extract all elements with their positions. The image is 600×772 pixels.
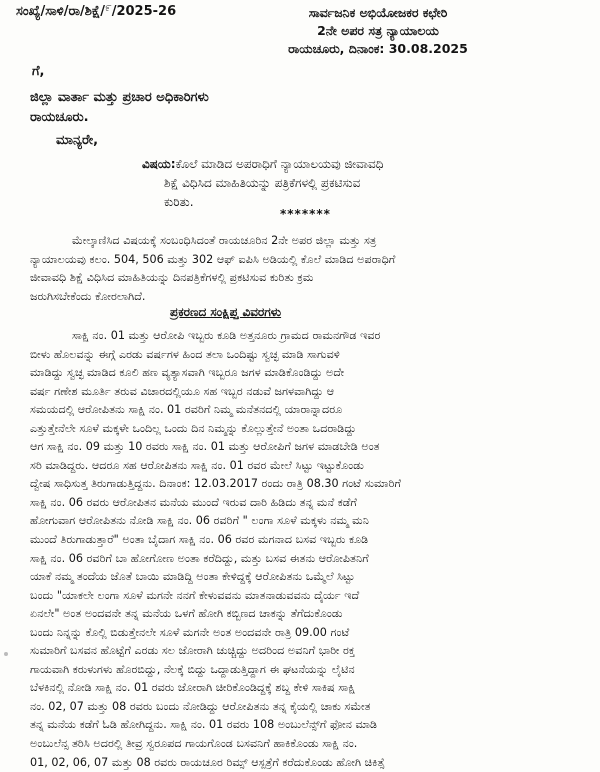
reference-number	[16, 0, 177, 19]
subject-line-2: ಶಿಕ್ಷೆ ವಿಧಿಸಿದ ಮಾಹಿತಿಯನ್ನು ಪತ್ರಿಕೆಗಳಲ್ಲಿ ಪ್ರಕಟಿಸುವ	[164, 176, 361, 190]
place-date: ರಾಯಚೂರು, ದಿನಾಂಕ: 30.08.2025	[288, 41, 468, 56]
ref-prefix: ಸಂಖ್ಯೆ/ಸಾಳಿ/ರಾ/ಶಿಕ್ಷೆ/	[16, 4, 105, 19]
body-line: ದ್ವೇಷ ಸಾಧಿಸುತ್ತ ತಿರುಗಾಡುತ್ತಿದ್ದನು. ದಿನಾಂಕ: 12.03.2017 ರಂದು ರಾತ್ರಿ 08.30 ಗಂಟೆ ಸುಮಾರಿಗೆ	[30, 477, 402, 491]
body-line: ಏನಲೇ" ಅಂತ ಅಂದವನೇ ತನ್ನ ಮನೆಯ ಒಳಗೆ ಹೋಗಿ ಕಬ್ಬಿಣದ ಚಾಕನ್ನು ತೆಗೆದುಕೊಂಡು	[30, 607, 343, 621]
body-line: ಸಾಕ್ಷಿ ನಂ. 06 ರವರಿಗೆ ಬಾ ಹೋಗೋಣ ಅಂತಾ ಕರೆದಿದ್ದು, ಮತ್ತು ಬಸವ ಈತನು ಆರೋಪಿತನಿಗೆ	[30, 551, 369, 565]
body-line: ಸಾಕ್ಷಿ ನಂ. 01 ಮತ್ತು ಆರೋಪಿ ಇಬ್ಬರು ಕೂಡಿ ಅತ್ತನೂರು ಗ್ರಾಮದ ರಾಮನಗೌಡ ಇವರ	[72, 329, 381, 342]
salutation: ಮಾನ್ಯರೇ,	[56, 133, 99, 148]
body-line: ಸರಿ ಮಾಡಿದ್ದರು. ಆದರೂ ಸಹ ಆರೋಪಿತನು ಸಾಕ್ಷಿ ನಂ. 01 ರವರ ಮೇಲೆ ಸಿಟ್ಟು ಇಟ್ಟುಕೊಂಡು	[30, 458, 364, 472]
body-line: ಮುಂದೆ ತಿರುಗಾಡುತ್ತಾರೆ" ಅಂತಾ ಬೈದಾಗ ಸಾಕ್ಷಿ ನಂ. 06 ರವರ ಮಗನಾದ ಬಸವ ಇಬ್ಬರು ಕೂಡಿ	[30, 533, 369, 547]
office-header	[258, 4, 498, 58]
body-line: ಸುಮಾರಿಗೆ ಬಸವನ ಹೊಟ್ಟೆಗೆ ಎರಡು ಸಲ ಜೋರಾಗಿ ಚುಚ್ಚಿದ್ದು ಅದರಿಂದ ಅವನಿಗೆ ಭಾರೀ ರಕ್ತ	[30, 644, 355, 658]
ref-suffix: /2025-26	[111, 4, 177, 19]
body-line: 01, 02, 06, 07 ಮತ್ತು 08 ರವರು ರಾಯಚೂರ ರಿಮ್ಸ್ ಆಸ್ಪತ್ರೆಗೆ ಕರೆದುಕೊಂಡು ಹೋಗಿ ಚಿಕಿತ್ಸೆ	[30, 755, 385, 769]
body-line: ಸಮಯದಲ್ಲಿ ಆರೋಪಿತನು ಸಾಕ್ಷಿ ನಂ. 01 ರವರಿಗೆ ನಿಮ್ಮ ಮನೆತನದಲ್ಲಿ ಯಾರಾನ್ನಾದರೂ	[30, 403, 343, 417]
body-line: ಬೆಳಕಿನಲ್ಲಿ ನೋಡಿ ಸಾಕ್ಷಿ ನಂ. 01 ರವರು ಜೋರಾಗಿ ಚೀರಿಕೊಂಡಿದ್ದಕ್ಕೆ ಶಬ್ದ ಕೇಳಿ ಸಾಕಿಷ ಸಾಕ್ಷಿ	[30, 681, 356, 695]
body-line: ಎತ್ತುತ್ತೇನೆಲೇ ಸೂಳೆ ಮಕ್ಕಳೇ ಒಂದಿಲ್ಲ ಒಂದು ದಿನ ನಿಮ್ಮನ್ನು ಕೊಲ್ಲುತ್ತೇನೆ ಅಂತಾ ಒದರಾಡಿದ್ದು	[30, 421, 357, 435]
subject-line-1: ಕೊಲೆ ಮಾಡಿದ ಅಪರಾಧಿಗೆ ನ್ಯಾಯಾಲಯವು ಜೀವಾವಧಿ	[175, 157, 384, 171]
punch-hole-mark	[4, 652, 8, 656]
body-line: ಯಾಕೆ ನಮ್ಮ ತಂದೆಯ ಜೊತೆ ಬಾಯಿ ಮಾಡಿದ್ದಿ ಅಂತಾ ಕೇಳಿದ್ದಕ್ಕೆ ಆರೋಪಿತನು ಒಮ್ಮೆಲೆ ಸಿಟ್ಟು	[30, 570, 355, 584]
intro-line: ಜರುಗಿಸಬೇಕೆಂದು ಕೋರಲಾಗಿದೆ.	[30, 289, 146, 303]
body-line: ಗಾಯವಾಗಿ ಕರುಳುಗಳು ಹೊರಬಿದ್ದು, ನೆಲಕ್ಕೆ ಬಿದ್ದು ಒದ್ದಾಡುತ್ತಿದ್ದಾಗ ಈ ಘಟನೆಯನ್ನು ಲೈಟಿನ	[30, 662, 355, 676]
intro-line: ನ್ಯಾಯಾಲಯವು ಕಲಂ. 504, 506 ಮತ್ತು 302 ಆಫ್ ಐಪಿಸಿ ಅಡಿಯಲ್ಲಿ ಕೊಲೆ ಮಾಡಿದ ಅಪರಾಧಿಗೆ	[30, 252, 396, 266]
body-line: ಅಂಬುಲೆನ್ಸ ತರಿಸಿ ಅದರಲ್ಲಿ ತೀವ್ರ ಸ್ವರೂಪದ ಗಾಯಗೊಂಡ ಬಸವನಿಗೆ ಹಾಕಿಕೊಂಡು ಸಾಕ್ಷಿ ನಂ.	[30, 737, 358, 751]
body-line: ಮಾಡಿದ್ದು ಸ್ವಚ್ಛ ಮಾಡಿದ ಕೂಲಿ ಹಣ ವ್ಯತ್ಯಾಸವಾಗಿ ಇಬ್ಬರೂ ಜಗಳ ಮಾಡಿಕೊಂಡಿದ್ದು ಅದೇ	[30, 366, 345, 380]
body-line: ನಂ. 02, 07 ಮತ್ತು 08 ರವರು ಬಂದು ನೋಡಿದ್ದು ಆರೋಪಿತನು ತನ್ನ ಕೈಯಲ್ಲಿ ಚಾಕು ಸಮೇತ	[30, 699, 371, 713]
subject-block	[142, 155, 522, 212]
recipient-line-1: ಜಿಲ್ಲಾ ವಾರ್ತಾ ಮತ್ತು ಪ್ರಚಾರ ಅಧಿಕಾರಿಗಳು	[30, 90, 209, 105]
body-line: ಸಾಕ್ಷಿ ನಂ. 06 ರವರು ಆರೋಪಿತನ ಮನೆಯ ಮುಂದೆ ಇರುವ ದಾರಿ ಹಿಡಿದು ತನ್ನ ಮನೆ ಕಡೆಗೆ	[30, 495, 357, 509]
body-line: ಆಗ ಸಾಕ್ಷಿ ನಂ. 09 ಮತ್ತು 10 ರವರು ಸಾಕ್ಷಿ ನಂ. 01 ಮತ್ತು ಆರೋಪಿಗೆ ಜಗಳ ಮಾಡಬೇಡಿ ಅಂತ	[30, 440, 380, 454]
separator: *******	[280, 207, 331, 221]
to-label: ಗೆ,	[32, 64, 45, 79]
subject-line-3: ಕುರಿತು.	[164, 195, 194, 209]
intro-line: ಜೀವಾವಧಿ ಶಿಕ್ಷೆ ವಿಧಿಸಿದ ಮಾಹಿತಿಯನ್ನು ದಿನಪತ್ರಿಕೆಗಳಲ್ಲಿ ಪ್ರಕಟಿಸುವ ಕುರಿತು ಕ್ರಮ	[30, 271, 314, 284]
case-details-paragraph	[30, 327, 575, 772]
intro-line: ಮೇಲ್ಕಾಣಿಸಿದ ವಿಷಯಕ್ಕೆ ಸಂಬಂಧಿಸಿದಂತೆ ರಾಯಚೂರಿನ 2ನೇ ಅಪರ ಜಿಲ್ಲಾ ಮತ್ತು ಸತ್ರ	[72, 234, 377, 247]
body-line: ವರ್ಷ ಗಣೇಶ ಮೂರ್ತಿ ತರುವ ವಿಚಾರದಲ್ಲಿಯೂ ಸಹ ಇಬ್ಬರ ನಡುವೆ ಜಗಳವಾಗಿದ್ದು ಆ	[30, 384, 335, 398]
section-title: ಪ್ರಕರಣದ ಸಂಕ್ಷಿಪ್ತ ವಿವರಗಳು	[170, 305, 282, 319]
handwritten-ref-number: ೯	[104, 0, 112, 14]
body-line: ಬಂದು "ಯಾಕಲೇ ಲಂಗಾ ಸೂಳೆ ಮಗನೇ ನನಗೆ ಕೇಳುವವನು ಮಾತನಾಡುವವನು ದೈರ್ಯ ಇದೆ	[30, 588, 360, 602]
recipient-address	[30, 88, 209, 128]
court-name: 2ನೇ ಅಪರ ಸತ್ರ ನ್ಯಾಯಾಲಯ	[317, 23, 439, 38]
recipient-line-2: ರಾಯಚೂರು.	[30, 110, 89, 125]
body-line: ಬೀಳು ಹೊಲವನ್ನು ಈಗ್ಗೆ ಎರಡು ವರ್ಷಗಳ ಹಿಂದ ತಲಾ ಒಂದಿಷ್ಟು ಸ್ವಚ್ಛ ಮಾಡಿ ಸಾಗುವಳಿ	[30, 347, 340, 361]
body-line: ಹೋಗುವಾಗ ಆರೋಪಿತನು ನೋಡಿ ಸಾಕ್ಷಿ ನಂ. 06 ರವರಿಗೆ " ಲಂಗಾ ಸೂಳೆ ಮಕ್ಕಳು ನಮ್ಮ ಮನಿ	[30, 514, 369, 528]
office-name: ಸಾರ್ವಜನಿಕ ಅಭಿಯೋಜಕರ ಕಛೇರಿ	[308, 5, 448, 20]
body-line: ಬಂದು ನಿನ್ನನ್ನು ಕೊಲ್ಲಿ ಬಿಡುತ್ತೇನಲೇ ಸೂಳೆ ಮಗನೇ ಅಂತ ಅಂದವನೇ ರಾತ್ರಿ 09.00 ಗಂಟೆ	[30, 625, 350, 639]
body-line: ತನ್ನ ಮನೆಯ ಕಡೆಗೆ ಓಡಿ ಹೋಗಿದ್ದನು. ಸಾಕ್ಷಿ ನಂ. 01 ರವರು 108 ಅಂಬುಲೆನ್ಸ್‌ಗೆ ಫೋನ ಮಾಡಿ	[30, 718, 378, 732]
subject-label: ವಿಷಯ:	[142, 157, 176, 171]
intro-paragraph	[30, 232, 570, 306]
